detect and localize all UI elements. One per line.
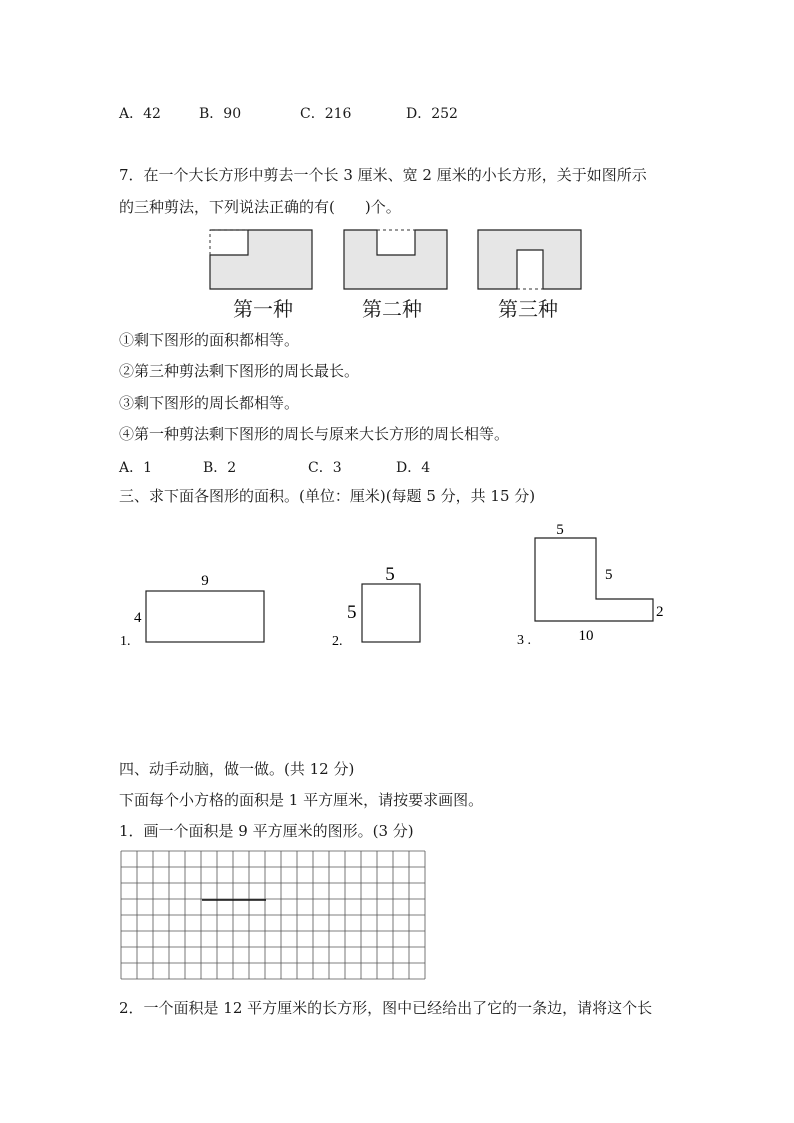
q7-option-b: B．2 <box>203 460 237 476</box>
area-figure-1-left-length: 4 <box>134 610 142 626</box>
area-figure-3-inner-length: 5 <box>605 567 613 583</box>
figure-label-third: 第三种 <box>498 297 558 321</box>
square-grid[interactable] <box>120 850 428 986</box>
area-figure-3-l-shape <box>535 538 653 621</box>
q7-option-d: D．4 <box>396 460 431 476</box>
q7-option-a: A．1 <box>119 460 153 476</box>
area-figure-1-rectangle <box>146 591 264 642</box>
section4-intro: 下面每个小方格的面积是 1 平方厘米，请按要求画图。 <box>119 791 484 809</box>
section3-area-figures <box>110 515 690 655</box>
section4-heading: 四、动手动脑，做一做。(共 12 分) <box>119 760 355 778</box>
area-figure-2-square <box>362 584 420 642</box>
q6-option-b: B．90 <box>199 106 242 122</box>
area-figure-3-right-length: 2 <box>656 604 664 620</box>
q7-text-line1: 7．在一个大长方形中剪去一个长 3 厘米、宽 2 厘米的小长方形，关于如图所示 <box>119 166 647 184</box>
figure-first-cut <box>210 230 312 289</box>
area-figure-3-top-length: 5 <box>556 522 564 538</box>
q7-statement-3: ③剩下图形的周长都相等。 <box>119 394 300 412</box>
figure-second-cut <box>344 230 447 289</box>
figure-label-second: 第二种 <box>362 297 422 321</box>
area-figure-1-top-length: 9 <box>201 573 209 589</box>
area-figure-1-number: 1. <box>120 634 131 649</box>
section3-heading: 三、求下面各图形的面积。(单位：厘米)(每题 5 分，共 15 分) <box>119 487 536 505</box>
q7-statement-2: ②第三种剪法剩下图形的周长最长。 <box>119 362 360 380</box>
section4-q2: 2．一个面积是 12 平方厘米的长方形，图中已经给出了它的一条边，请将这个长 <box>119 999 653 1017</box>
q6-option-c: C．216 <box>300 106 352 122</box>
section4-q1: 1．画一个面积是 9 平方厘米的图形。(3 分) <box>119 822 414 840</box>
figure-label-first: 第一种 <box>233 297 293 321</box>
area-figure-3-number: 3 . <box>517 633 531 648</box>
q6-option-a: A．42 <box>119 106 161 122</box>
area-figure-3-bottom-length: 10 <box>578 628 594 644</box>
q7-statement-4: ④第一种剪法剩下图形的周长与原来大长方形的周长相等。 <box>119 425 510 443</box>
q7-text-line2: 的三种剪法，下列说法正确的有( )个。 <box>119 198 401 216</box>
area-figure-2-number: 2. <box>332 634 343 649</box>
figure-third-cut <box>478 230 581 289</box>
q7-statement-1: ①剩下图形的面积都相等。 <box>119 331 300 349</box>
area-figure-2-left-length: 5 <box>347 602 357 623</box>
q6-option-d: D．252 <box>406 106 458 122</box>
q7-option-c: C．3 <box>308 460 342 476</box>
area-figure-2-top-length: 5 <box>385 564 395 585</box>
